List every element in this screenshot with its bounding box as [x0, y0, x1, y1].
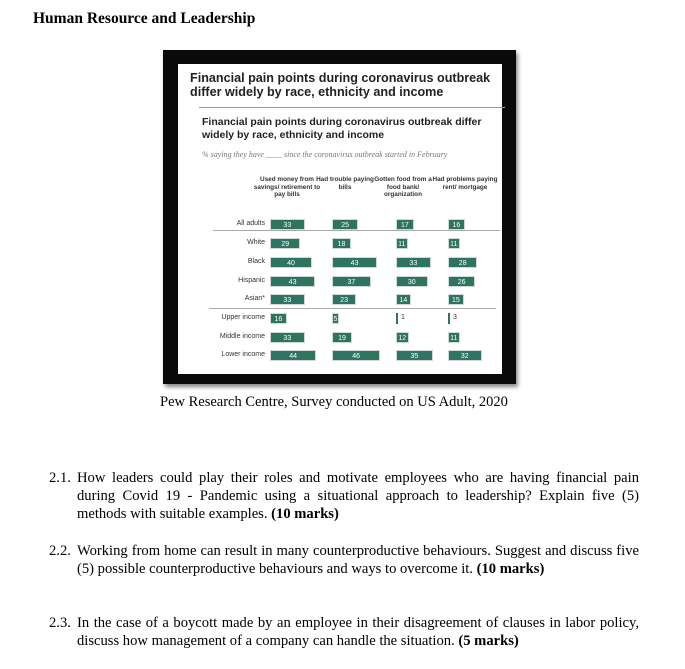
question-text: Working from home can result in many counterproductive behaviours. Suggest and discuss five (5) possible counterproductive behaviours and ways to overcome it. [77, 543, 639, 577]
bar: 29 [270, 238, 300, 249]
row-label: Middle income [219, 333, 265, 340]
question-2-3 [49, 614, 639, 650]
divider [209, 308, 496, 309]
question-text: How leaders could play their roles and motivate employees who are having financial pain during Covid 19 - Pandemic using a situational approach to leadership? Explain five (5) methods with suitable examples. [77, 470, 639, 522]
bar: 30 [396, 276, 428, 287]
bar: 5 [332, 313, 339, 324]
bar: 37 [332, 276, 371, 287]
bar: 11 [448, 332, 460, 343]
bar: 33 [396, 257, 431, 268]
bar: 14 [396, 294, 411, 305]
bar: 43 [332, 257, 377, 268]
figure-title: Financial pain points during coronavirus outbreak differ widely by race, ethnicity and income [190, 71, 491, 99]
bar: 16 [270, 313, 287, 324]
chart-subtitle: % saying they have ____ since the coronavirus outbreak started in February [202, 150, 448, 159]
row-label: Lower income [221, 351, 265, 358]
column-header: Gotten food from a food bank/ organization [374, 176, 432, 198]
bar: 28 [448, 257, 477, 268]
row-label: White [247, 239, 265, 246]
bar-value: 1 [401, 314, 405, 321]
column-header: Had trouble paying bills [316, 176, 374, 191]
bar: 11 [448, 238, 460, 249]
bar-value: 3 [453, 314, 457, 321]
bar: 25 [332, 219, 358, 230]
row-label: Black [247, 258, 265, 265]
bar: 19 [332, 332, 352, 343]
question-number: 2.2. [49, 543, 71, 559]
question-number: 2.3. [49, 615, 71, 631]
bar: 17 [396, 219, 414, 230]
bar: 33 [270, 219, 305, 230]
row-label: Asian* [244, 295, 265, 302]
page-heading: Human Resource and Leadership [33, 10, 256, 27]
bar: 18 [332, 238, 351, 249]
figure-caption: Pew Research Centre, Survey conducted on US Adult, 2020 [160, 394, 508, 410]
bar: 16 [448, 219, 465, 230]
bar: 12 [396, 332, 409, 343]
bar: 26 [448, 276, 475, 287]
question-number: 2.1. [49, 470, 71, 486]
bar: 43 [270, 276, 315, 287]
column-header: Had problems paying rent/ mortgage [432, 176, 498, 191]
bar: 46 [332, 350, 380, 361]
bar [396, 313, 398, 324]
question-marks: (10 marks) [476, 561, 545, 577]
bar: 15 [448, 294, 464, 305]
bar: 33 [270, 332, 305, 343]
question-marks: (5 marks) [458, 633, 519, 649]
bar: 32 [448, 350, 482, 361]
bar: 33 [270, 294, 305, 305]
question-marks: (10 marks) [271, 506, 339, 522]
divider [199, 107, 505, 108]
question-2-2 [49, 542, 639, 578]
row-label: All adults [236, 220, 265, 227]
bar: 35 [396, 350, 433, 361]
bar: 23 [332, 294, 356, 305]
column-header: Used money from savings/ retirement to pay bills [253, 176, 321, 198]
row-label: Upper income [221, 314, 265, 321]
chart-title: Financial pain points during coronavirus outbreak differ widely by race, ethnicity and income [202, 116, 482, 141]
bar [448, 313, 450, 324]
bar: 11 [396, 238, 408, 249]
bar: 44 [270, 350, 316, 361]
question-2-1 [49, 469, 639, 523]
question-text: In the case of a boycott made by an employee in their disagreement of clauses in labor policy, discuss how management of a company can handle the situation. [77, 615, 639, 649]
row-label: Hispanic [238, 277, 265, 284]
bar: 40 [270, 257, 312, 268]
